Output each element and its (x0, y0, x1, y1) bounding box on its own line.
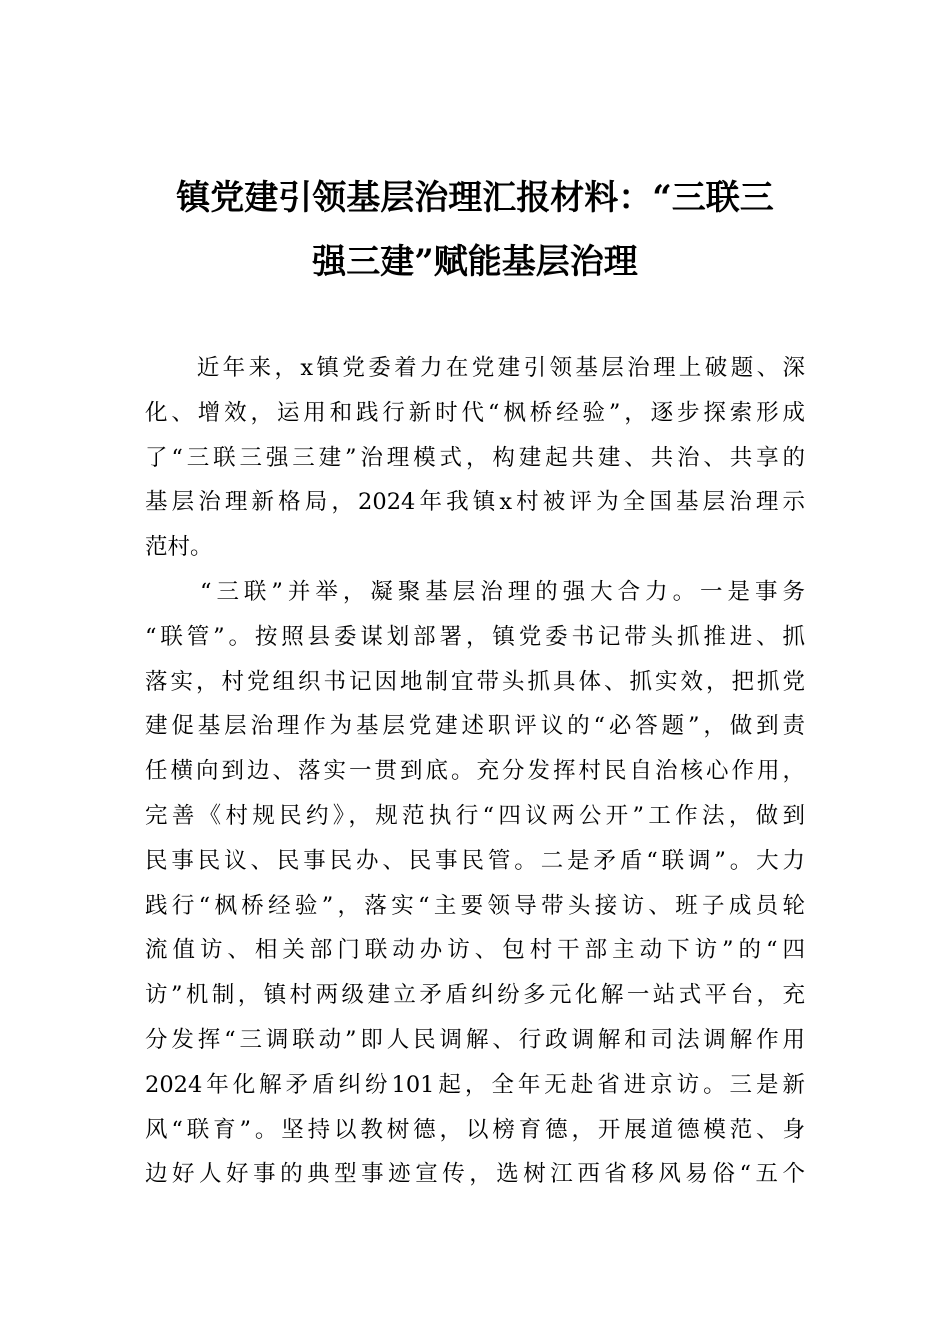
text-line: 流值访、相关部门联动办访、包村干部主动下访”的“四 (145, 937, 805, 964)
title-line-1: 镇党建引领基层治理汇报材料：“三联三 (176, 178, 774, 218)
text-line: 边好人好事的典型事迹宣传，选树江西省移风易俗“五个 (145, 1161, 805, 1188)
text-line: 了“三联三强三建”治理模式，构建起共建、共治、共享的 (145, 444, 805, 471)
text-line: 基层治理新格局，2024年我镇x村被评为全国基层治理示 (145, 489, 805, 516)
text-line: 任横向到边、落实一贯到底。充分发挥村民自治核心作用， (145, 758, 805, 785)
paragraph-intro (145, 346, 805, 570)
text-line: “联管”。按照县委谋划部署，镇党委书记带头抓推进、抓 (145, 623, 805, 650)
text-line: 范村。 (145, 534, 213, 561)
text-line: 民事民议、民事民办、民事民管。二是矛盾“联调”。大力 (145, 847, 805, 874)
text-line: 践行“枫桥经验”，落实“主要领导带头接访、班子成员轮 (145, 892, 805, 919)
document-title (145, 166, 805, 294)
text-line: 近年来，x镇党委着力在党建引领基层治理上破题、深 (145, 355, 805, 381)
text-line: 化、增效，运用和践行新时代“枫桥经验”，逐步探索形成 (145, 399, 805, 426)
text-line: 分发挥“三调联动”即人民调解、行政调解和司法调解作用 (145, 1026, 805, 1053)
text-line: 落实，村党组织书记因地制宜带头抓具体、抓实效，把抓党 (145, 668, 805, 695)
document-body (145, 346, 805, 1197)
text-line: 访”机制，镇村两级建立矛盾纠纷多元化解一站式平台，充 (145, 982, 805, 1009)
paragraph-san-lian (145, 570, 805, 1197)
text-line: 建促基层治理作为基层党建述职评议的“必答题”，做到责 (145, 713, 805, 740)
text-line: “三联”并举，凝聚基层治理的强大合力。一是事务 (145, 578, 805, 605)
text-line: 2024年化解矛盾纠纷101起，全年无赴省进京访。三是新 (145, 1071, 805, 1098)
title-line-2: 强三建”赋能基层治理 (312, 242, 638, 282)
text-line: 完善《村规民约》，规范执行“四议两公开”工作法，做到 (145, 802, 805, 829)
text-line: 风“联育”。坚持以教树德，以榜育德，开展道德模范、身 (145, 1116, 805, 1143)
